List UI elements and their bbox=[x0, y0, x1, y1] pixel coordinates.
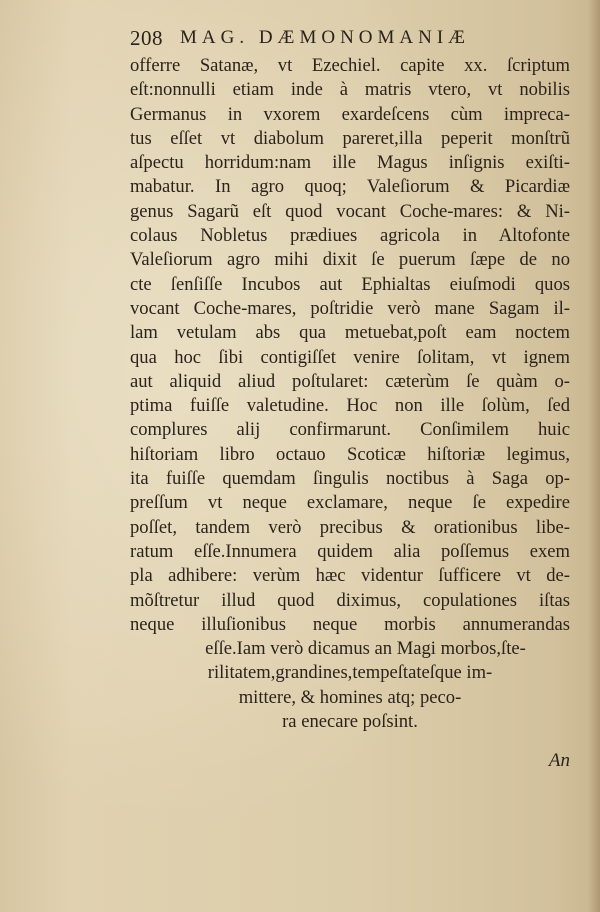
running-head: MAG. DÆMONOMANIÆ bbox=[180, 27, 471, 48]
page-header bbox=[130, 26, 570, 50]
text-line: Valeſiorum agro mihi dixit ſe puerum ſæpe de no bbox=[130, 249, 570, 271]
text-line: qua hoc ſibi contigiſſet venire ſolitam, vt ignem bbox=[130, 346, 570, 368]
body-text bbox=[130, 54, 570, 734]
text-line: mabatur. In agro quoq; Valeſiorum & Picardiæ bbox=[130, 176, 570, 198]
text-line: genus Sagarũ eſt quod vocant Coche-mares: & Ni- bbox=[130, 200, 570, 222]
text-line: ptima fuiſſe valetudine. Hoc non ille ſolùm, ſed bbox=[130, 395, 570, 417]
text-line: pla adhibere: verùm hæc videntur ſufficere vt de- bbox=[130, 565, 570, 587]
text-line: aut aliquid aliud poſtularet: cæterùm ſe quàm o- bbox=[130, 370, 570, 392]
text-line: eſt:nonnulli etiam inde à matris vtero, vt nobilis bbox=[130, 79, 570, 101]
text-line: cte ſenſiſſe Incubos aut Ephialtas eiuſmodi quos bbox=[130, 273, 570, 295]
text-line: complures alij confirmarunt. Conſimilem huic bbox=[130, 419, 570, 441]
text-line: eſſe.Iam verò dicamus an Magi morbos,ſte- bbox=[205, 638, 526, 660]
catchword: An bbox=[548, 750, 570, 771]
text-line: mittere, & homines atq; peco- bbox=[238, 686, 462, 708]
text-line: mõſtretur illud quod diximus, copulationes iſtas bbox=[130, 589, 570, 611]
text-line: rilitatem,grandines,tempeſtateſque im- bbox=[207, 662, 493, 684]
page-edge-shadow bbox=[588, 0, 600, 912]
text-line: ratum eſſe.Innumera quidem alia poſſemus exem bbox=[130, 540, 570, 562]
text-line: Germanus in vxorem exardeſcens cùm impreca- bbox=[130, 103, 570, 125]
text-line: ra enecare poſsint. bbox=[282, 711, 418, 733]
text-line: preſſum vt neque exclamare, neque ſe expedire bbox=[130, 492, 570, 514]
text-line: poſſet, tandem verò precibus & orationibus libe- bbox=[130, 516, 570, 538]
text-line: colaus Nobletus prædiues agricola in Altofonte bbox=[130, 225, 570, 247]
page-number: 208 bbox=[130, 26, 163, 50]
text-line: vocant Coche-mares, poſtridie verò mane Sagam il- bbox=[130, 297, 570, 319]
text-line: offerre Satanæ, vt Ezechiel. capite xx. ſcriptum bbox=[130, 55, 570, 76]
text-line: aſpectu horridum:nam ille Magus inſignis exiſti- bbox=[130, 152, 570, 174]
text-line: neque illuſionibus neque morbis annumerandas bbox=[130, 613, 570, 635]
text-line: hiſtoriam libro octauo Scoticæ hiſtoriæ legimus, bbox=[130, 443, 570, 465]
text-line: tus eſſet vt diabolum pareret,illa peperit monſtrũ bbox=[130, 127, 570, 149]
text-line: lam vetulam abs qua metuebat,poſt eam noctem bbox=[130, 322, 570, 344]
text-line: ita fuiſſe quemdam ſingulis noctibus à Saga op- bbox=[130, 468, 570, 490]
